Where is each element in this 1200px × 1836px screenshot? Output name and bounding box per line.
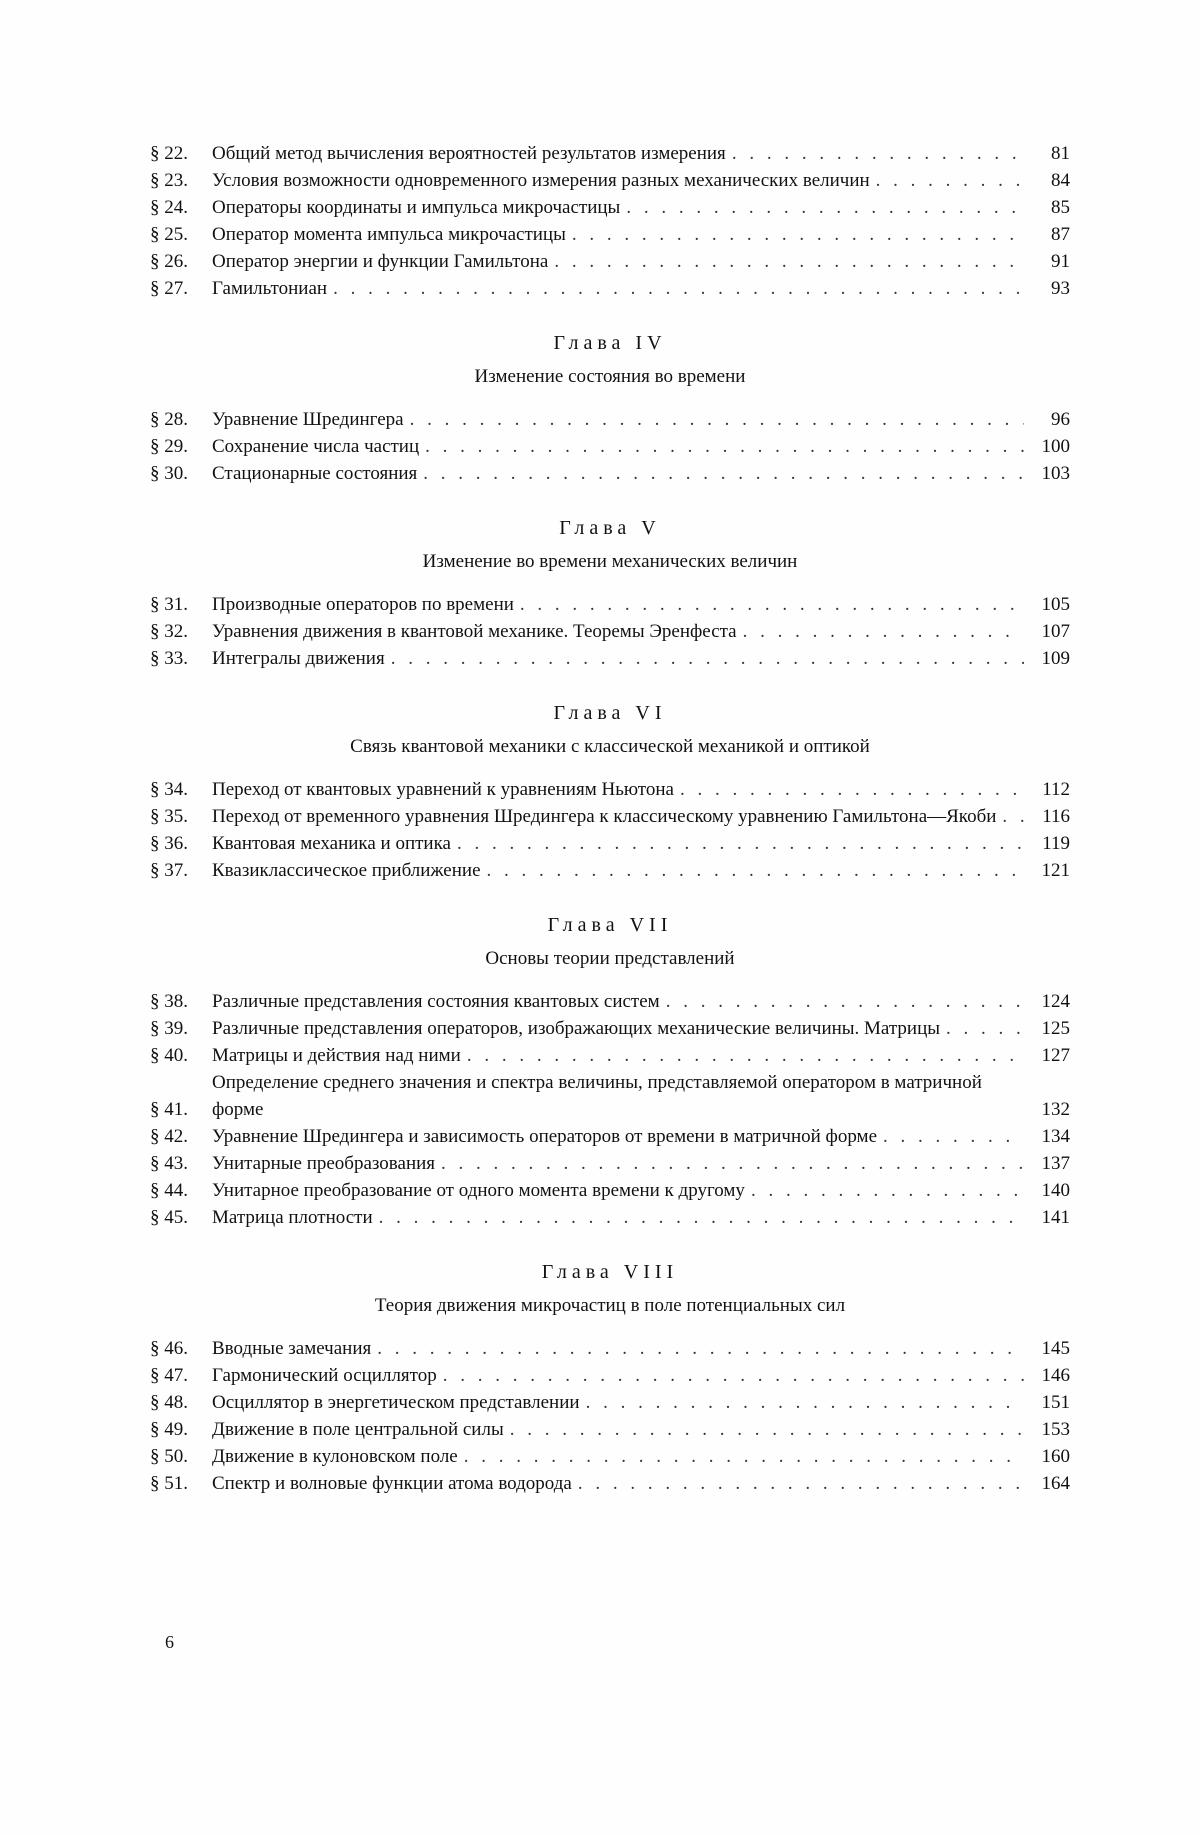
section-number: § 25. [150, 224, 188, 245]
section-title: Вводные замечания [212, 1338, 372, 1359]
entry-body [212, 618, 1030, 645]
leader-dots [487, 857, 1024, 884]
toc-entry [150, 618, 1070, 645]
section-title: Оператор момента импульса микрочастицы [212, 224, 566, 245]
section-number: § 33. [150, 648, 188, 669]
section-number: § 45. [150, 1207, 188, 1228]
chapter-title: Глава VII [547, 914, 673, 936]
page-ref: 153 [1041, 1419, 1070, 1440]
toc-entry [150, 591, 1070, 618]
leader-dots [626, 194, 1024, 221]
entry-body [212, 167, 1030, 194]
page-ref: 146 [1041, 1365, 1070, 1386]
section-number: § 26. [150, 251, 188, 272]
entry-body [212, 1150, 1030, 1177]
toc-entry [150, 1443, 1070, 1470]
toc-entry [150, 1416, 1070, 1443]
chapter-title: Глава IV [553, 332, 667, 354]
page-ref: 109 [1041, 648, 1070, 669]
entry-body [212, 221, 1030, 248]
leader-dots [441, 1150, 1024, 1177]
chapter-subtitle: Теория движения микрочастиц в поле потенциальных сил [374, 1295, 846, 1316]
section-number: § 44. [150, 1180, 188, 1201]
toc-entry [150, 1470, 1070, 1497]
section-title: Различные представления операторов, изображающих механические величины. Матрицы [212, 1018, 941, 1039]
entry-body [212, 433, 1030, 460]
page-ref: 124 [1041, 991, 1070, 1012]
leader-dots [883, 1123, 1024, 1150]
section-title: Унитарные преобразования [212, 1153, 436, 1174]
leader-dots [876, 167, 1024, 194]
section-number: § 35. [150, 806, 188, 827]
leader-dots [510, 1416, 1024, 1443]
page-ref: 100 [1041, 436, 1070, 457]
section-title: Матрицы и действия над ними [212, 1045, 461, 1066]
page-ref: 151 [1041, 1392, 1070, 1413]
toc-entry [150, 1042, 1070, 1069]
section-title: Спектр и волновые функции атома водорода [212, 1473, 572, 1494]
toc-entry [150, 275, 1070, 302]
entry-body [212, 857, 1030, 884]
section-title: Осциллятор в энергетическом представлении [212, 1392, 580, 1413]
leader-dots [946, 1015, 1024, 1042]
leader-dots [572, 221, 1024, 248]
section-number: § 46. [150, 1338, 188, 1359]
page-ref: 137 [1041, 1153, 1070, 1174]
page-ref: 81 [1051, 143, 1070, 164]
chapter-subtitle: Изменение во времени механических величин [422, 551, 798, 572]
leader-dots [423, 460, 1024, 487]
leader-dots [377, 1335, 1024, 1362]
section-number: § 28. [150, 409, 188, 430]
page-ref: 125 [1041, 1018, 1070, 1039]
section-title: Матрица плотности [212, 1207, 373, 1228]
entry-body [212, 1362, 1030, 1389]
leader-dots [391, 645, 1024, 672]
entry-body [212, 194, 1030, 221]
leader-dots [743, 618, 1024, 645]
page-ref: 96 [1051, 409, 1070, 430]
page-ref: 116 [1042, 806, 1070, 827]
toc-entry [150, 194, 1070, 221]
section-number: § 30. [150, 463, 188, 484]
section-title: Гармонический осциллятор [212, 1365, 437, 1386]
page-ref: 91 [1051, 251, 1070, 272]
section-number: § 42. [150, 1126, 188, 1147]
entry-body [212, 406, 1030, 433]
toc-entry [150, 1123, 1070, 1150]
section-number: § 51. [150, 1473, 188, 1494]
chapter-title: Глава VIII [541, 1261, 679, 1283]
chapter-subtitle: Изменение состояния во времени [474, 366, 746, 387]
toc-entry [150, 140, 1070, 167]
entry-body [212, 1123, 1030, 1150]
page-ref: 107 [1041, 621, 1070, 642]
section-title: Условия возможности одновременного измерения разных механических величин [212, 170, 870, 191]
section-number: § 31. [150, 594, 188, 615]
section-number: § 40. [150, 1045, 188, 1066]
page-ref: 141 [1041, 1207, 1070, 1228]
section-number: § 27. [150, 278, 188, 299]
toc-entry [150, 1150, 1070, 1177]
leader-dots [680, 776, 1024, 803]
section-number: § 23. [150, 170, 188, 191]
section-title: Определение среднего значения и спектра величины, представляемой оператором в матричной форме [212, 1072, 982, 1120]
section-number: § 24. [150, 197, 188, 218]
entry-body [212, 1416, 1030, 1443]
section-title: Гамильтониан [212, 278, 328, 299]
entry-body [212, 1470, 1030, 1497]
toc-entry [150, 248, 1070, 275]
page-ref: 87 [1051, 224, 1070, 245]
section-title: Переход от квантовых уравнений к уравнениям Ньютона [212, 779, 674, 800]
section-title: Производные операторов по времени [212, 594, 514, 615]
entry-body [212, 248, 1030, 275]
toc-entry [150, 988, 1070, 1015]
leader-dots [751, 1177, 1024, 1204]
table-of-contents [150, 140, 1070, 1497]
entry-body [212, 140, 1030, 167]
leader-dots [666, 988, 1024, 1015]
section-number: § 34. [150, 779, 188, 800]
section-title: Общий метод вычисления вероятностей результатов измерения [212, 143, 726, 164]
leader-dots [464, 1443, 1024, 1470]
leader-dots [578, 1470, 1024, 1497]
toc-entry [150, 1015, 1070, 1042]
toc-entry [150, 857, 1070, 884]
toc-entry [150, 1389, 1070, 1416]
section-number: § 41. [150, 1099, 188, 1120]
toc-entry [150, 1069, 1070, 1123]
toc-entry [150, 1335, 1070, 1362]
entry-body [212, 803, 1030, 830]
entry-body [212, 1443, 1030, 1470]
section-number: § 50. [150, 1446, 188, 1467]
section-number: § 39. [150, 1018, 188, 1039]
page-ref: 112 [1042, 779, 1070, 800]
page-ref: 121 [1041, 860, 1070, 881]
leader-dots [410, 406, 1024, 433]
section-number: § 48. [150, 1392, 188, 1413]
page-ref: 105 [1041, 594, 1070, 615]
section-number: § 43. [150, 1153, 188, 1174]
toc-entry [150, 1204, 1070, 1231]
toc-entry [150, 645, 1070, 672]
section-title: Сохранение числа частиц [212, 436, 420, 457]
leader-dots [457, 830, 1024, 857]
entry-body [212, 776, 1030, 803]
toc-entry [150, 167, 1070, 194]
entry-body [212, 988, 1030, 1015]
leader-dots [379, 1204, 1024, 1231]
section-number: § 22. [150, 143, 188, 164]
page-number: 6 [165, 1632, 174, 1652]
section-title: Уравнение Шредингера [212, 409, 404, 430]
section-title: Квазиклассическое приближение [212, 860, 481, 881]
entry-body [212, 1204, 1030, 1231]
page-ref: 164 [1041, 1473, 1070, 1494]
section-title: Переход от временного уравнения Шредингера к классическому уравнению Гамильтона—Якоби [212, 806, 997, 827]
section-title: Операторы координаты и импульса микрочастицы [212, 197, 621, 218]
leader-dots [467, 1042, 1024, 1069]
section-title: Уравнение Шредингера и зависимость операторов от времени в матричной форме [212, 1126, 878, 1147]
entry-body [212, 1042, 1030, 1069]
toc-entry [150, 803, 1070, 830]
section-title: Квантовая механика и оптика [212, 833, 451, 854]
page-ref: 93 [1051, 278, 1070, 299]
entry-body [212, 460, 1030, 487]
section-title: Интегралы движения [212, 648, 385, 669]
page-ref: 119 [1042, 833, 1070, 854]
leader-dots [425, 433, 1024, 460]
page-ref: 84 [1051, 170, 1070, 191]
section-number: § 29. [150, 436, 188, 457]
section-title: Уравнения движения в квантовой механике. Теоремы Эренфеста [212, 621, 737, 642]
section-title: Движение в поле центральной силы [212, 1419, 504, 1440]
chapter-subtitle: Основы теории представлений [485, 948, 735, 969]
section-title: Оператор энергии и функции Гамильтона [212, 251, 549, 272]
leader-dots [554, 248, 1024, 275]
entry-body [212, 1069, 1030, 1123]
toc-entry [150, 830, 1070, 857]
section-title: Унитарное преобразование от одного момента времени к другому [212, 1180, 745, 1201]
leader-dots [333, 275, 1024, 302]
leader-dots [443, 1362, 1024, 1389]
leader-dots [520, 591, 1024, 618]
entry-body [212, 1335, 1030, 1362]
page-ref: 103 [1041, 463, 1070, 484]
section-title: Различные представления состояния квантовых систем [212, 991, 660, 1012]
section-title: Стационарные состояния [212, 463, 418, 484]
toc-entry [150, 406, 1070, 433]
toc-entry [150, 433, 1070, 460]
page-ref: 160 [1041, 1446, 1070, 1467]
page-ref: 134 [1041, 1126, 1070, 1147]
entry-body [212, 275, 1030, 302]
chapter-title: Глава V [559, 517, 661, 539]
toc-entry [150, 1177, 1070, 1204]
section-number: § 49. [150, 1419, 188, 1440]
toc-entry [150, 221, 1070, 248]
toc-entry [150, 460, 1070, 487]
page-ref: 140 [1041, 1180, 1070, 1201]
toc-entry [150, 1362, 1070, 1389]
section-title: Движение в кулоновском поле [212, 1446, 458, 1467]
section-number: § 37. [150, 860, 188, 881]
section-number: § 47. [150, 1365, 188, 1386]
page-ref: 145 [1041, 1338, 1070, 1359]
leader-dots [1002, 803, 1024, 830]
entry-body [212, 1177, 1030, 1204]
entry-body [212, 645, 1030, 672]
entry-body [212, 591, 1030, 618]
section-number: § 32. [150, 621, 188, 642]
section-number: § 36. [150, 833, 188, 854]
section-number: § 38. [150, 991, 188, 1012]
entry-body [212, 1015, 1030, 1042]
page-ref: 132 [1041, 1099, 1070, 1120]
toc-entry [150, 776, 1070, 803]
leader-dots [586, 1389, 1024, 1416]
leader-dots [732, 140, 1024, 167]
chapter-subtitle: Связь квантовой механики с классической механикой и оптикой [350, 736, 870, 757]
entry-body [212, 830, 1030, 857]
chapter-title: Глава VI [553, 702, 667, 724]
page-ref: 85 [1051, 197, 1070, 218]
entry-body [212, 1389, 1030, 1416]
page-ref: 127 [1041, 1045, 1070, 1066]
